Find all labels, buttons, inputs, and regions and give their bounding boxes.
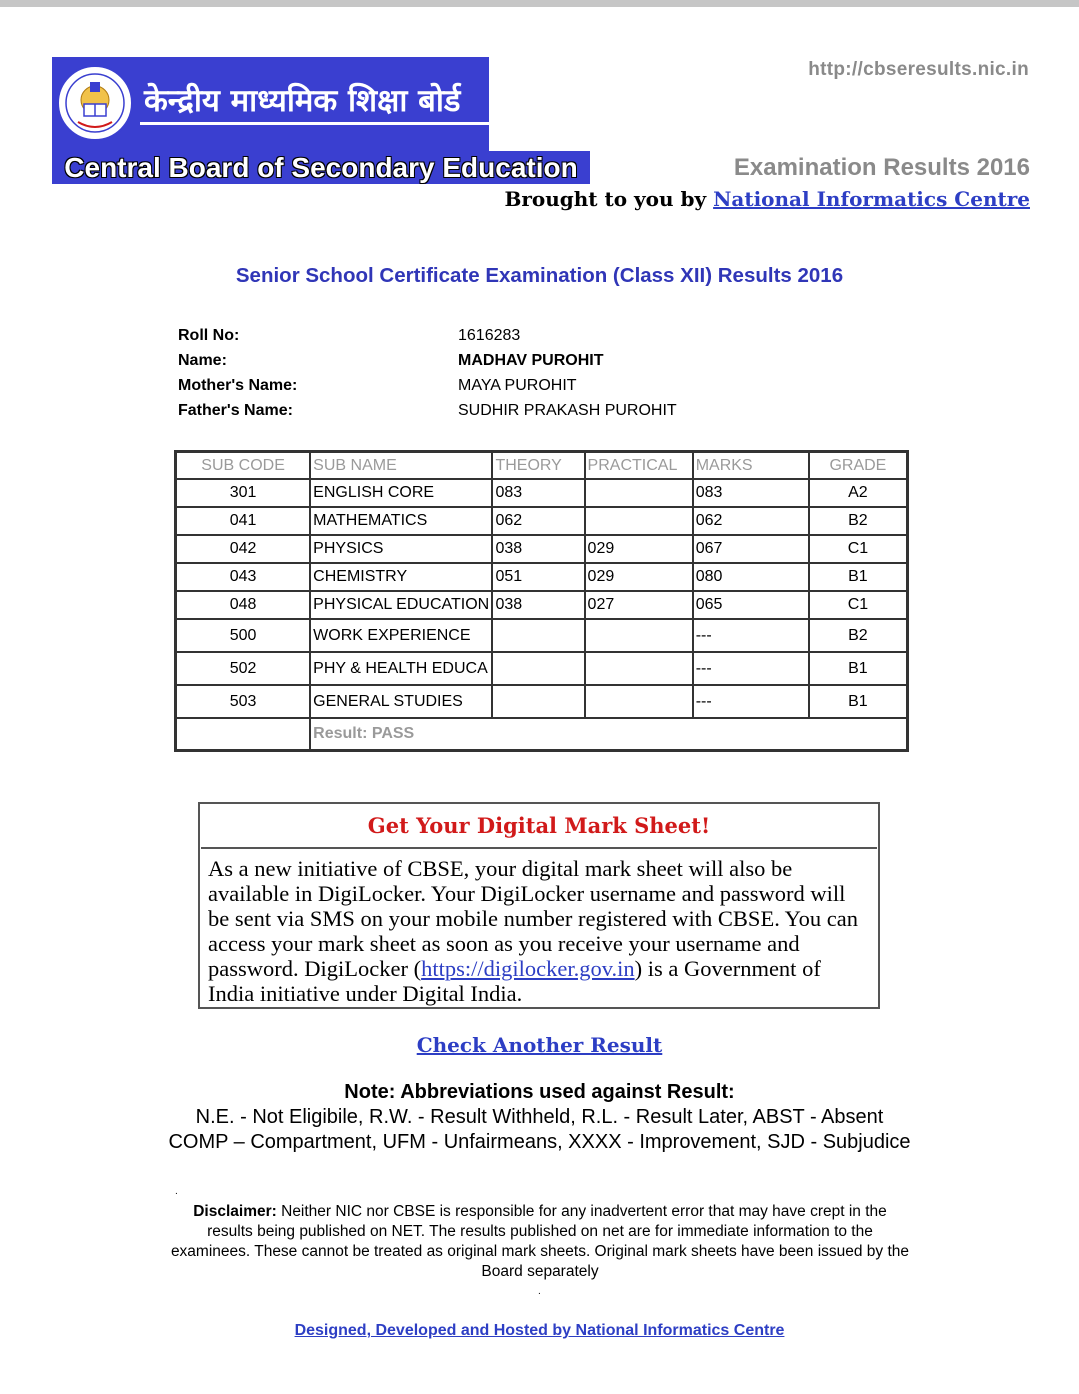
header-marks: MARKS bbox=[693, 452, 809, 479]
sub-code-cell: 043 bbox=[176, 563, 310, 591]
table-row bbox=[176, 685, 907, 718]
digital-marksheet-body bbox=[200, 850, 878, 1006]
digital-marksheet-title: Get Your Digital Mark Sheet! bbox=[201, 805, 877, 849]
brought-prefix: Brought to you by bbox=[504, 187, 707, 211]
decorative-dot: . bbox=[175, 1186, 178, 1197]
cbse-english-name: Central Board of Secondary Education bbox=[52, 151, 590, 184]
note-title: Note: Abbreviations used against Result: bbox=[344, 1081, 735, 1103]
grade-cell: A2 bbox=[809, 479, 907, 507]
footer bbox=[0, 1322, 1079, 1340]
roll-label: Roll No: bbox=[178, 327, 240, 344]
marks-cell: 067 bbox=[693, 535, 809, 563]
grade-cell: C1 bbox=[809, 535, 907, 563]
header-sub-name: SUB NAME bbox=[310, 452, 492, 479]
sub-code-cell: 500 bbox=[176, 619, 310, 652]
site-url: http://cbseresults.nic.in bbox=[808, 59, 1029, 80]
grade-cell: B1 bbox=[809, 563, 907, 591]
footer-nic-link[interactable]: Designed, Developed and Hosted by National Informatics Centre bbox=[294, 1322, 785, 1339]
practical-cell: 029 bbox=[585, 535, 693, 563]
marks-cell: --- bbox=[693, 652, 809, 685]
decorative-dot: . bbox=[538, 1286, 541, 1297]
sub-name-cell: PHY & HEALTH EDUCA bbox=[310, 652, 492, 685]
father-label: Father's Name: bbox=[178, 402, 293, 419]
cbse-emblem-icon bbox=[56, 60, 134, 146]
marks-cell: --- bbox=[693, 619, 809, 652]
exam-title: Senior School Certificate Examination (Class XII) Results 2016 bbox=[235, 264, 844, 287]
check-another-wrapper bbox=[0, 1033, 1079, 1057]
cbse-hindi-name: केन्द्रीय माध्यमिक शिक्षा बोर्ड bbox=[140, 78, 489, 124]
father-value: SUDHIR PRAKASH PUROHIT bbox=[458, 402, 677, 419]
disclaimer-label: Disclaimer: bbox=[193, 1203, 277, 1220]
table-row bbox=[176, 479, 907, 507]
note-line-1: N.E. - Not Eligibile, R.W. - Result Withheld, R.L. - Result Later, ABST - Absent bbox=[195, 1106, 884, 1128]
roll-value: 1616283 bbox=[458, 327, 521, 344]
result-empty-cell bbox=[176, 718, 310, 750]
hindi-name-underline bbox=[140, 122, 489, 125]
sub-code-cell: 041 bbox=[176, 507, 310, 535]
header-grade: GRADE bbox=[809, 452, 907, 479]
table-row bbox=[176, 652, 907, 685]
check-another-result-link[interactable]: Check Another Result bbox=[416, 1033, 663, 1057]
table-row bbox=[176, 563, 907, 591]
header-practical: PRACTICAL bbox=[585, 452, 693, 479]
digital-marksheet-box bbox=[198, 802, 880, 1009]
marks-table bbox=[174, 450, 909, 752]
grade-cell: B2 bbox=[809, 619, 907, 652]
disclaimer-text: Neither NIC nor CBSE is responsible for any inadvertent error that may have crept in the results being published on NET. The results published on net are for immediate information to the examinees. These cannot be treated as original mark sheets. Original mark sheets have been issued by the Board separately bbox=[170, 1203, 910, 1280]
sub-code-cell: 048 bbox=[176, 591, 310, 619]
disclaimer bbox=[170, 1202, 910, 1282]
digital-body-text-end: ) is a Government of India initiative under Digital India. bbox=[208, 956, 821, 1006]
theory-cell bbox=[492, 619, 584, 652]
theory-cell: 062 bbox=[492, 507, 584, 535]
table-row bbox=[176, 591, 907, 619]
practical-cell bbox=[585, 652, 693, 685]
practical-cell bbox=[585, 507, 693, 535]
theory-cell: 038 bbox=[492, 535, 584, 563]
top-bar bbox=[0, 0, 1079, 7]
sub-code-cell: 042 bbox=[176, 535, 310, 563]
sub-name-cell: WORK EXPERIENCE bbox=[310, 619, 492, 652]
practical-cell: 027 bbox=[585, 591, 693, 619]
mother-label: Mother's Name: bbox=[178, 377, 298, 394]
sub-name-cell: MATHEMATICS bbox=[310, 507, 492, 535]
marks-cell: 062 bbox=[693, 507, 809, 535]
note-line-2: COMP – Compartment, UFM - Unfairmeans, XXXX - Improvement, SJD - Subjudice bbox=[168, 1131, 911, 1153]
exam-results-heading: Examination Results 2016 bbox=[733, 154, 1030, 181]
name-value: MADHAV PUROHIT bbox=[458, 352, 604, 369]
digilocker-link[interactable]: https://digilocker.gov.in bbox=[421, 956, 635, 981]
practical-cell: 029 bbox=[585, 563, 693, 591]
theory-cell bbox=[492, 652, 584, 685]
marks-cell: 080 bbox=[693, 563, 809, 591]
sub-code-cell: 503 bbox=[176, 685, 310, 718]
brought-to-you-by bbox=[504, 187, 1030, 211]
grade-cell: B1 bbox=[809, 652, 907, 685]
theory-cell: 083 bbox=[492, 479, 584, 507]
marks-cell: 065 bbox=[693, 591, 809, 619]
theory-cell bbox=[492, 685, 584, 718]
grade-cell: B1 bbox=[809, 685, 907, 718]
marks-cell: 083 bbox=[693, 479, 809, 507]
grade-cell: B2 bbox=[809, 507, 907, 535]
table-row bbox=[176, 507, 907, 535]
name-label: Name: bbox=[178, 352, 227, 369]
sub-name-cell: CHEMISTRY bbox=[310, 563, 492, 591]
result-status: Result: PASS bbox=[310, 718, 907, 750]
header-sub-code: SUB CODE bbox=[176, 452, 310, 479]
sub-name-cell: PHYSICAL EDUCATION bbox=[310, 591, 492, 619]
sub-name-cell: ENGLISH CORE bbox=[310, 479, 492, 507]
marks-cell: --- bbox=[693, 685, 809, 718]
theory-cell: 038 bbox=[492, 591, 584, 619]
digital-body-text: As a new initiative of CBSE, your digital mark sheet will also be available in DigiLocker. Your DigiLocker username and password will be sent via SMS on your mobile number registered with CBSE. You can access your mark sheet as soon as you receive your username and password. DigiLocker ( bbox=[208, 856, 858, 981]
sub-code-cell: 502 bbox=[176, 652, 310, 685]
practical-cell bbox=[585, 685, 693, 718]
practical-cell bbox=[585, 619, 693, 652]
sub-name-cell: PHYSICS bbox=[310, 535, 492, 563]
sub-name-cell: GENERAL STUDIES bbox=[310, 685, 492, 718]
mother-value: MAYA PUROHIT bbox=[458, 377, 577, 394]
header-theory: THEORY bbox=[492, 452, 584, 479]
table-row bbox=[176, 535, 907, 563]
table-header-row bbox=[176, 452, 907, 479]
grade-cell: C1 bbox=[809, 591, 907, 619]
table-row bbox=[176, 619, 907, 652]
theory-cell: 051 bbox=[492, 563, 584, 591]
practical-cell bbox=[585, 479, 693, 507]
result-row bbox=[176, 718, 907, 750]
nic-link[interactable]: National Informatics Centre bbox=[713, 187, 1030, 211]
sub-code-cell: 301 bbox=[176, 479, 310, 507]
